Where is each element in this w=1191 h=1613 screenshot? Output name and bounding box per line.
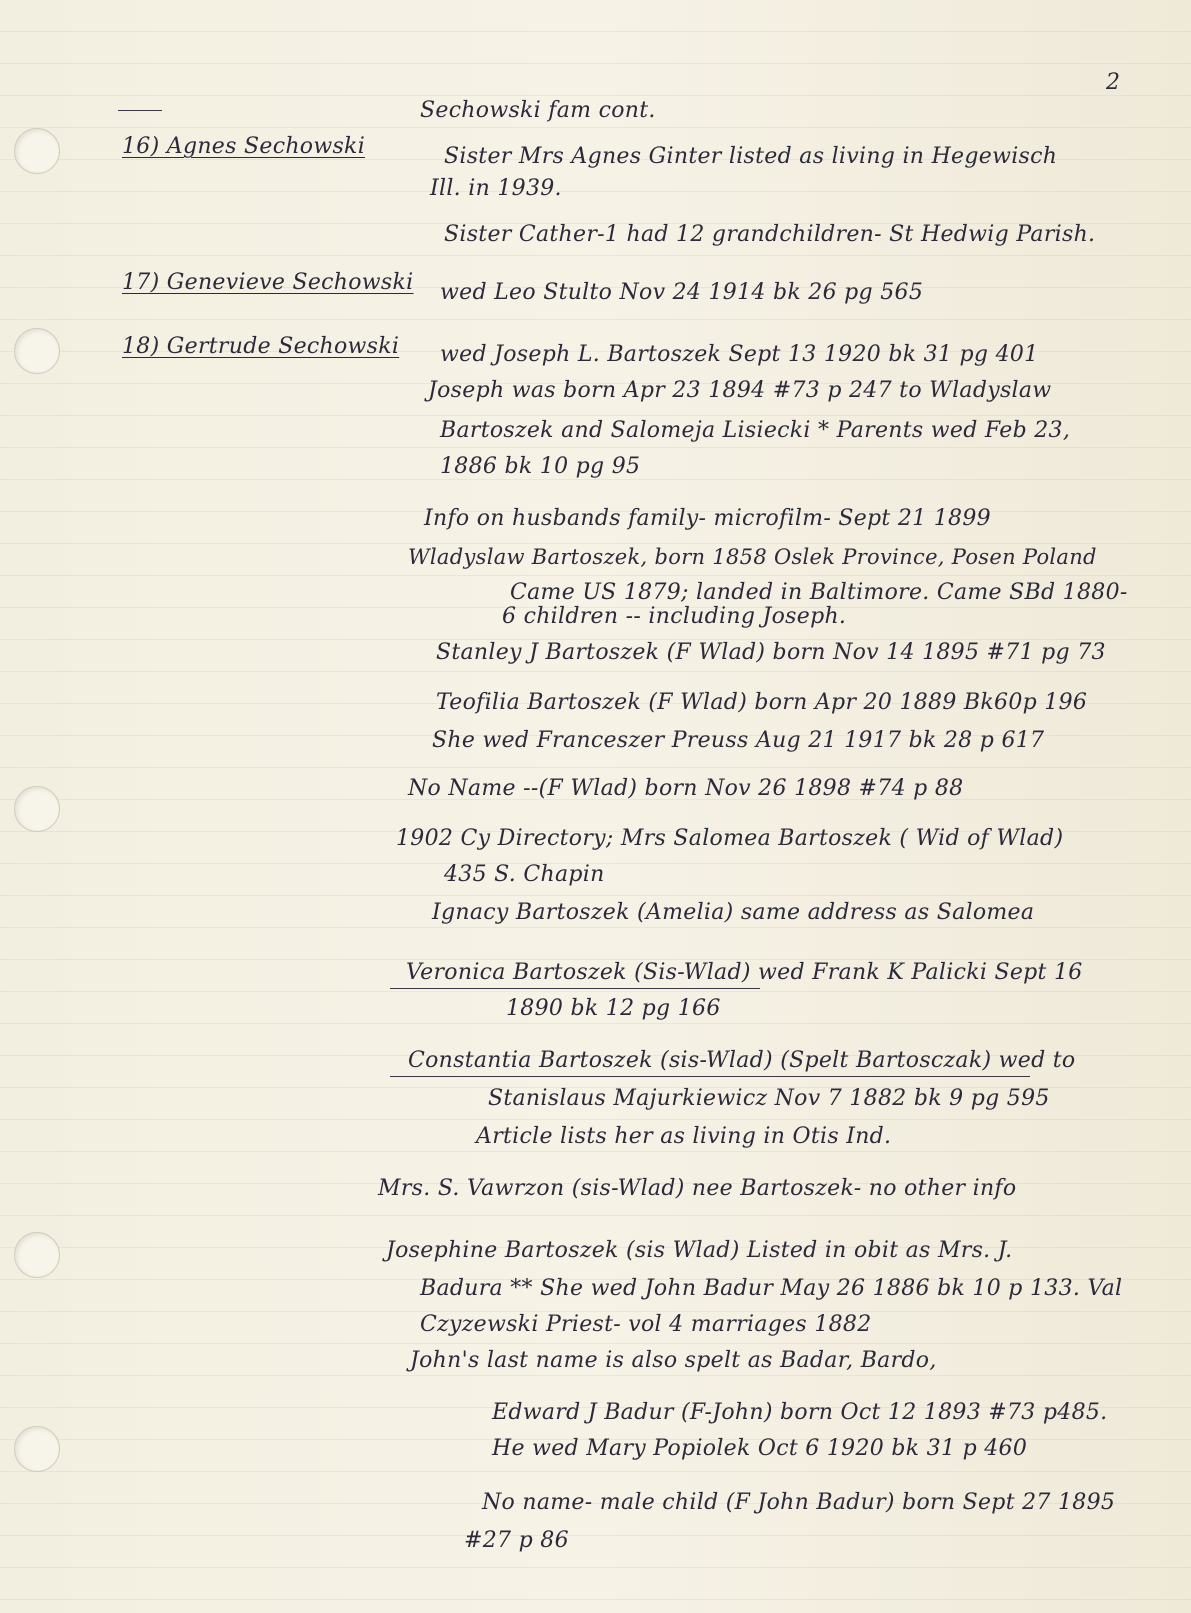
note-line: Stanislaus Majurkiewicz Nov 7 1882 bk 9 pg 595: [488, 1086, 1050, 1111]
note-line: Came US 1879; landed in Baltimore. Came SBd 1880-: [510, 580, 1128, 605]
page-header: Sechowski fam cont.: [420, 98, 656, 123]
note-line: 1890 bk 12 pg 166: [506, 996, 721, 1021]
note-line: Edward J Badur (F-John) born Oct 12 1893 #73 p485.: [492, 1400, 1108, 1425]
binder-hole: [14, 328, 60, 374]
entry-16-label: 16) Agnes Sechowski: [122, 134, 366, 159]
binder-hole: [14, 128, 60, 174]
note-line: She wed Franceszer Preuss Aug 21 1917 bk 28 p 617: [432, 728, 1045, 753]
entry-underline: [390, 1076, 1030, 1077]
note-line: Veronica Bartoszek (Sis-Wlad) wed Frank K Palicki Sept 16: [406, 960, 1083, 985]
entry-underline: [390, 988, 760, 989]
note-line: Sister Mrs Agnes Ginter listed as living in Hegewisch: [444, 144, 1058, 169]
note-line: 1902 Cy Directory; Mrs Salomea Bartoszek ( Wid of Wlad): [396, 826, 1064, 851]
note-line: Stanley J Bartoszek (F Wlad) born Nov 14 1895 #71 pg 73: [436, 640, 1106, 665]
binder-hole: [14, 1426, 60, 1472]
note-line: John's last name is also spelt as Badar, Bardo,: [410, 1348, 937, 1373]
note-line: No Name --(F Wlad) born Nov 26 1898 #74 p 88: [408, 776, 964, 801]
note-line: 6 children -- including Joseph.: [502, 604, 847, 629]
note-line: Josephine Bartoszek (sis Wlad) Listed in obit as Mrs. J.: [386, 1238, 1013, 1263]
note-line: 1886 bk 10 pg 95: [440, 454, 641, 479]
binder-hole: [14, 786, 60, 832]
note-line: Ignacy Bartoszek (Amelia) same address as Salomea: [432, 900, 1035, 925]
note-line: Sister Cather-1 had 12 grandchildren- St Hedwig Parish.: [444, 222, 1096, 247]
note-line: No name- male child (F John Badur) born Sept 27 1895: [482, 1490, 1116, 1515]
note-line: Mrs. S. Vawrzon (sis-Wlad) nee Bartoszek- no other info: [378, 1176, 1017, 1201]
note-line: 435 S. Chapin: [444, 862, 605, 887]
binder-hole: [14, 1232, 60, 1278]
note-line: Ill. in 1939.: [430, 176, 562, 201]
note-line: Teofilia Bartoszek (F Wlad) born Apr 20 1889 Bk60p 196: [436, 690, 1088, 715]
margin-dash: [118, 110, 162, 111]
note-line: wed Leo Stulto Nov 24 1914 bk 26 pg 565: [440, 280, 924, 305]
note-line: #27 p 86: [464, 1528, 569, 1553]
note-line: Info on husbands family- microfilm- Sept 21 1899: [424, 506, 991, 531]
page-number: 2: [1106, 70, 1121, 95]
note-line: Constantia Bartoszek (sis-Wlad) (Spelt Bartosczak) wed to: [408, 1048, 1076, 1073]
note-line: Bartoszek and Salomeja Lisiecki * Parents wed Feb 23,: [440, 418, 1071, 443]
note-line: Article lists her as living in Otis Ind.: [476, 1124, 892, 1149]
note-line: Czyzewski Priest- vol 4 marriages 1882: [420, 1312, 872, 1337]
note-line: Wladyslaw Bartoszek, born 1858 Oslek Province, Posen Poland: [408, 545, 1097, 569]
entry-18-label: 18) Gertrude Sechowski: [122, 334, 400, 359]
note-line: Badura ** She wed John Badur May 26 1886 bk 10 p 133. Val: [420, 1276, 1123, 1301]
note-line: wed Joseph L. Bartoszek Sept 13 1920 bk 31 pg 401: [440, 342, 1039, 367]
entry-17-label: 17) Genevieve Sechowski: [122, 270, 414, 295]
note-line: Joseph was born Apr 23 1894 #73 p 247 to Wladyslaw: [428, 378, 1052, 403]
note-line: He wed Mary Popiolek Oct 6 1920 bk 31 p 460: [492, 1436, 1028, 1461]
